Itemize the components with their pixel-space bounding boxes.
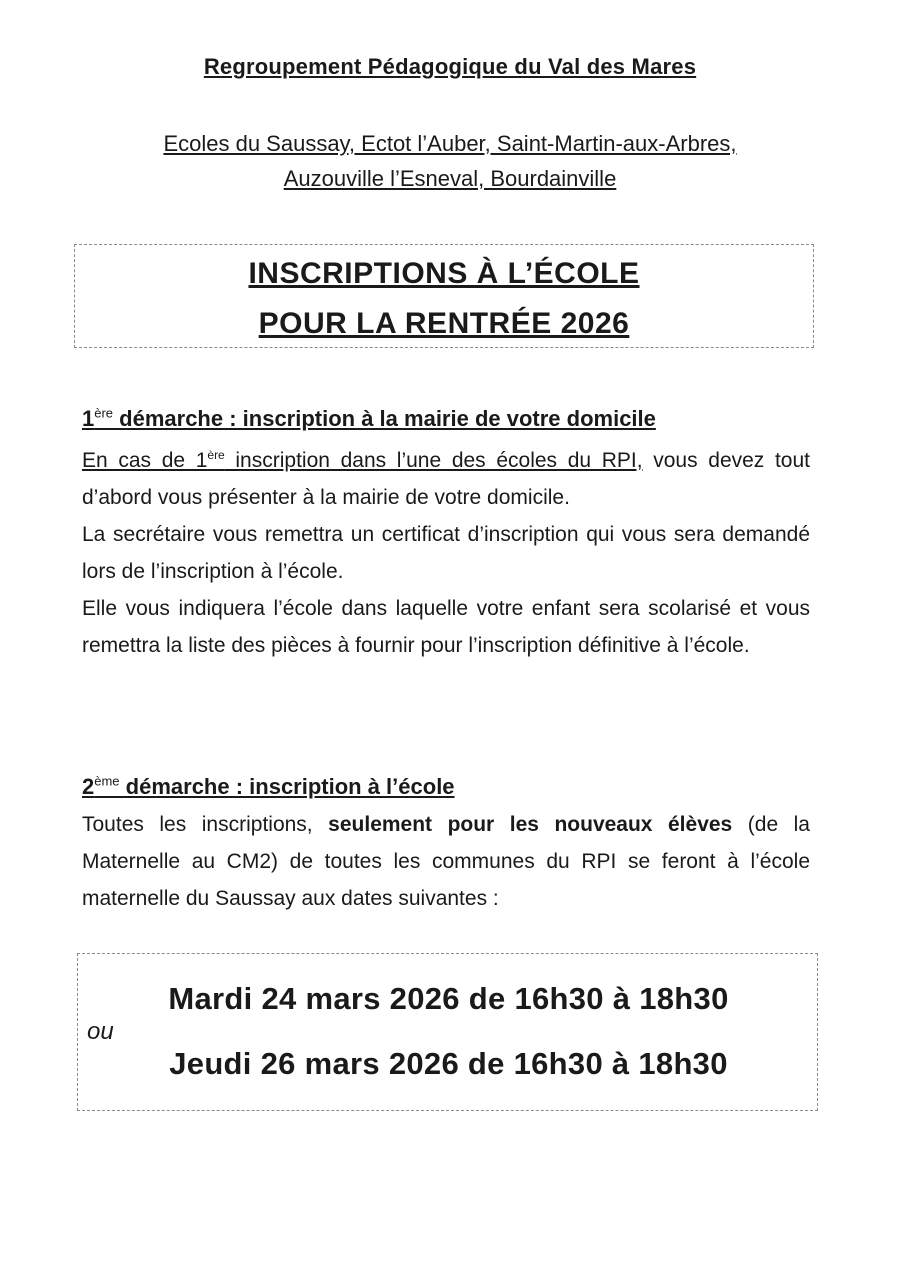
schools-line-2: Auzouville l’Esneval, Bourdainville: [283, 166, 617, 191]
date-separator: ou: [87, 1018, 114, 1045]
schools-list: [0, 126, 900, 196]
step-2-number: 2: [82, 774, 95, 799]
step-1-ordinal: ère: [94, 405, 114, 421]
dates-box: [77, 953, 818, 1111]
step-1-number: 1: [82, 406, 95, 431]
step-1-intro-a: En cas de 1: [82, 449, 208, 472]
step-1-heading-text: démarche : inscription à la mairie de votre domicile: [113, 406, 656, 431]
step-1-intro-underlined: [82, 449, 643, 472]
step-1-intro-b: inscription dans l’une des écoles du RPI,: [224, 449, 643, 472]
step-1-paragraph-3: Elle vous indiquera l’école dans laquelle votre enfant sera scolarisé et vous remettra la liste des pièces à fournir pour l’inscription définitive à l’école.: [82, 597, 810, 657]
step-2-text-a: Toutes les inscriptions,: [82, 813, 329, 836]
step-1-intro-c: vous devez tout d’abord vous présenter à la mairie de votre domicile.: [82, 449, 810, 509]
organization-title: Regroupement Pédagogique du Val des Mares: [203, 54, 697, 79]
schools-line-1: Ecoles du Saussay, Ectot l’Auber, Saint-Martin-aux-Arbres,: [163, 131, 737, 156]
date-option-2: Jeudi 26 mars 2026 de 16h30 à 18h30: [169, 1046, 728, 1081]
date-option-1: Mardi 24 mars 2026 de 16h30 à 18h30: [168, 981, 729, 1016]
step-1-paragraph-2: La secrétaire vous remettra un certificat d’inscription qui vous sera demandé lors de l’inscription à l’école.: [82, 523, 810, 583]
step-1-paragraph-1: [82, 442, 810, 516]
step-2-paragraph: [82, 806, 810, 917]
step-1-intro-sup: ère: [207, 448, 225, 462]
main-title-line-2: POUR LA RENTRÉE 2026: [258, 307, 630, 340]
step-1-section: [82, 404, 810, 664]
step-2-heading-text: démarche : inscription à l’école: [119, 774, 455, 799]
step-1-heading: [82, 404, 810, 434]
main-title-line-1: INSCRIPTIONS À L’ÉCOLE: [248, 257, 640, 290]
step-2-heading: [82, 772, 810, 802]
main-title-box: [74, 244, 814, 348]
step-2-text-b: (de la Maternelle au CM2) de toutes les communes du RPI se feront à l’école maternelle du Saussay aux dates suivantes :: [82, 813, 810, 910]
step-2-section: [82, 772, 810, 917]
step-2-text-bold: seulement pour les nouveaux élèves: [328, 813, 733, 836]
step-2-ordinal: ème: [94, 773, 120, 789]
